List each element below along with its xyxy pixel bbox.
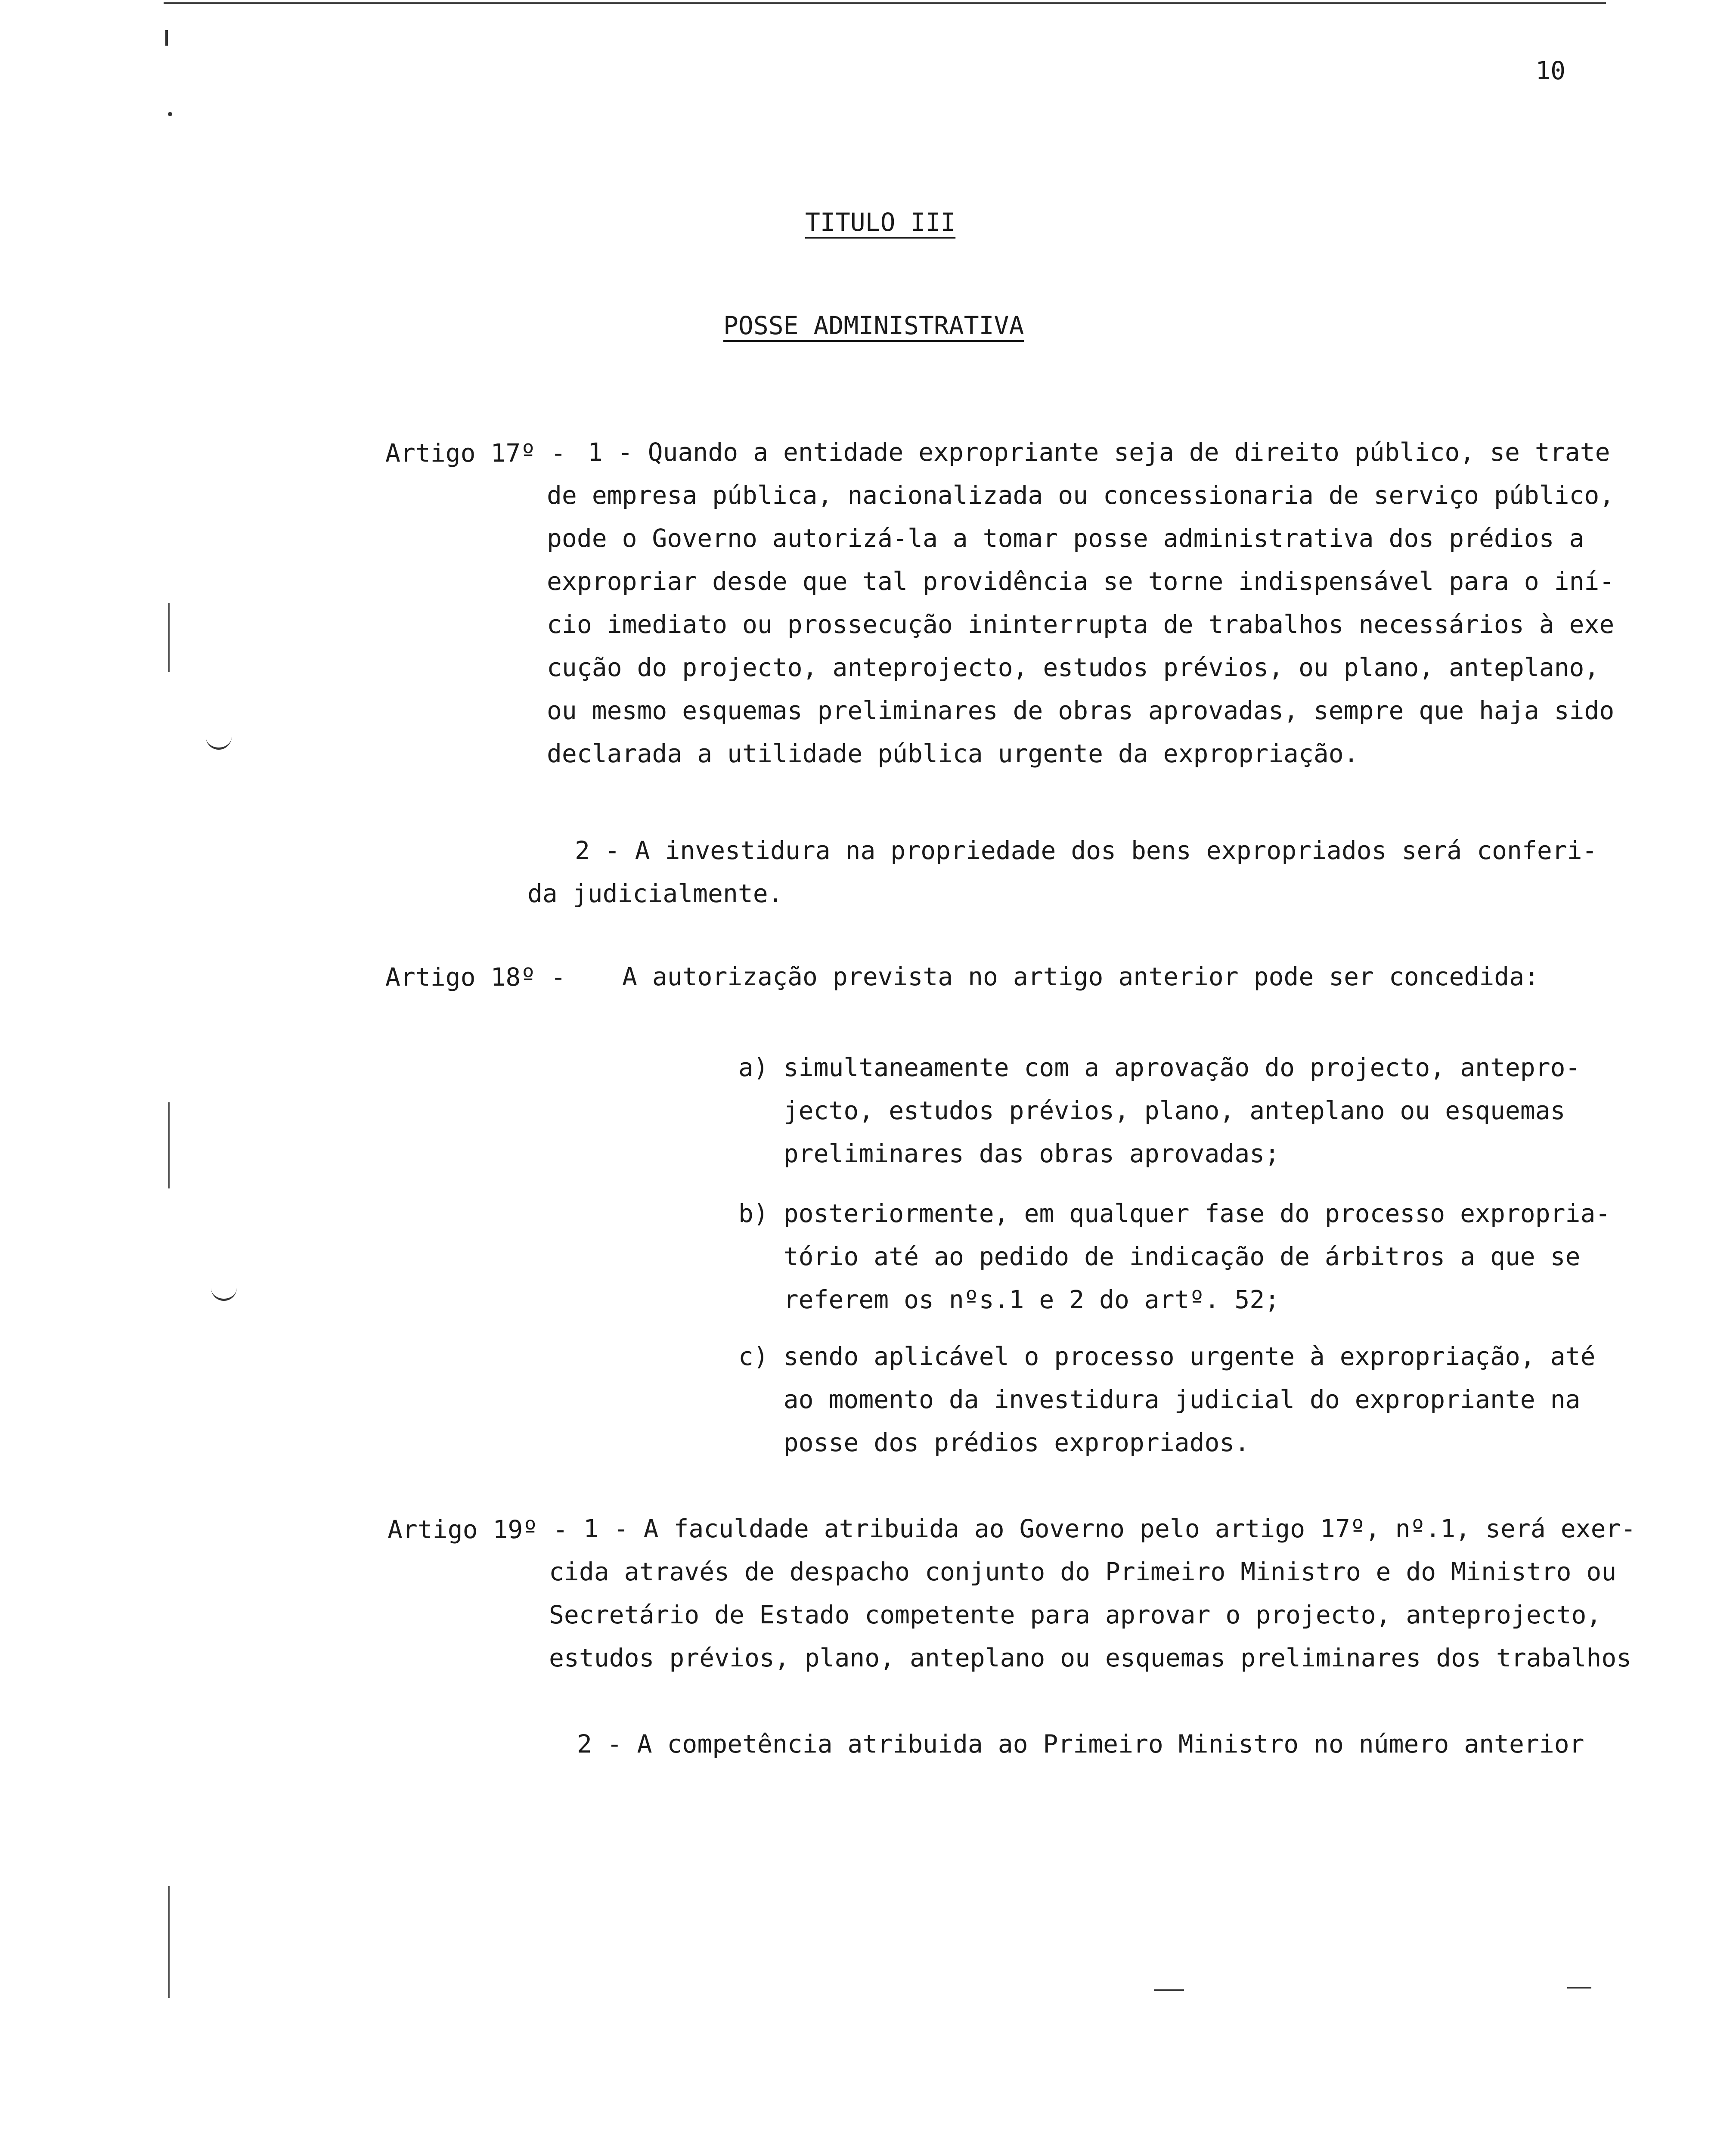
text-line: estudos prévios, plano, anteplano ou esquemas preliminares dos trabalhos bbox=[549, 1643, 1632, 1672]
text-line: declarada a utilidade pública urgente da expropriação. bbox=[547, 739, 1359, 768]
text-line: preliminares das obras aprovadas; bbox=[738, 1139, 1280, 1168]
stray-mark bbox=[1154, 1989, 1184, 1991]
text-line: 2 - A competência atribuida ao Primeiro Ministro no número anterior bbox=[577, 1729, 1584, 1759]
subtitle: POSSE ADMINISTRATIVA bbox=[723, 311, 1024, 340]
list-item-a bbox=[738, 1046, 1580, 1176]
list-item-c bbox=[738, 1335, 1595, 1464]
list-item-b bbox=[738, 1192, 1610, 1321]
margin-dot bbox=[168, 112, 172, 116]
margin-mark bbox=[165, 30, 168, 46]
text-line: cio imediato ou prossecução ininterrupta de trabalhos necessários à exe bbox=[547, 610, 1615, 639]
title: TITULO III bbox=[805, 208, 956, 237]
text-line: b) posteriormente, em qualquer fase do processo expropria- bbox=[738, 1199, 1611, 1228]
page-number: 10 bbox=[1535, 56, 1566, 85]
stray-mark bbox=[1567, 1987, 1591, 1989]
text-line: 1 - A faculdade atribuida ao Governo pelo artigo 17º, nº.1, será exer- bbox=[583, 1514, 1636, 1543]
text-line: ou mesmo esquemas preliminares de obras aprovadas, sempre que haja sido bbox=[547, 696, 1615, 725]
text-line: jecto, estudos prévios, plano, anteplano ou esquemas bbox=[738, 1096, 1566, 1125]
margin-stroke bbox=[168, 1102, 170, 1188]
article-label: Artigo 17º - bbox=[385, 438, 566, 468]
margin-bracket-mark bbox=[211, 1283, 237, 1301]
margin-bracket-mark bbox=[206, 732, 232, 750]
article-18-intro: A autorização prevista no artigo anterior pode ser concedida: bbox=[622, 962, 1540, 991]
text-line: cução do projecto, anteprojecto, estudos prévios, ou plano, anteplano, bbox=[547, 653, 1600, 682]
text-line: a) simultaneamente com a aprovação do projecto, antepro- bbox=[738, 1053, 1581, 1082]
margin-stroke bbox=[168, 603, 170, 672]
text-line: 2 - A investidura na propriedade dos bens expropriados será conferi- bbox=[575, 836, 1597, 865]
text-line: referem os nºs.1 e 2 do artº. 52; bbox=[738, 1285, 1280, 1314]
text-line: pode o Governo autorizá-la a tomar posse administrativa dos prédios a bbox=[547, 524, 1584, 553]
text-line: de empresa pública, nacionalizada ou concessionaria de serviço público, bbox=[547, 481, 1615, 510]
article-19-paragraph-2 bbox=[577, 1722, 1584, 1765]
text-line: expropriar desde que tal providência se torne indispensável para o iní- bbox=[547, 567, 1615, 596]
article-17-paragraph-1 bbox=[547, 431, 1614, 775]
text-line: posse dos prédios expropriados. bbox=[738, 1428, 1250, 1457]
article-19-paragraph-1 bbox=[549, 1507, 1636, 1679]
text-line: tório até ao pedido de indicação de árbitros a que se bbox=[738, 1242, 1581, 1271]
text-line: da judicialmente. bbox=[527, 879, 783, 908]
top-border-line bbox=[164, 2, 1606, 4]
article-label: Artigo 19º - bbox=[388, 1515, 568, 1544]
margin-stroke bbox=[168, 1886, 170, 1998]
text-line: Secretário de Estado competente para aprovar o projecto, anteprojecto, bbox=[549, 1600, 1602, 1629]
article-label: Artigo 18º - bbox=[385, 962, 566, 992]
text-line: ao momento da investidura judicial do expropriante na bbox=[738, 1385, 1581, 1414]
article-17-paragraph-2 bbox=[527, 829, 1597, 915]
text-line: 1 - Quando a entidade expropriante seja de direito público, se trate bbox=[588, 437, 1610, 467]
text-line: c) sendo aplicável o processo urgente à expropriação, até bbox=[738, 1342, 1596, 1371]
text-line: cida através de despacho conjunto do Primeiro Ministro e do Ministro ou bbox=[549, 1557, 1617, 1586]
